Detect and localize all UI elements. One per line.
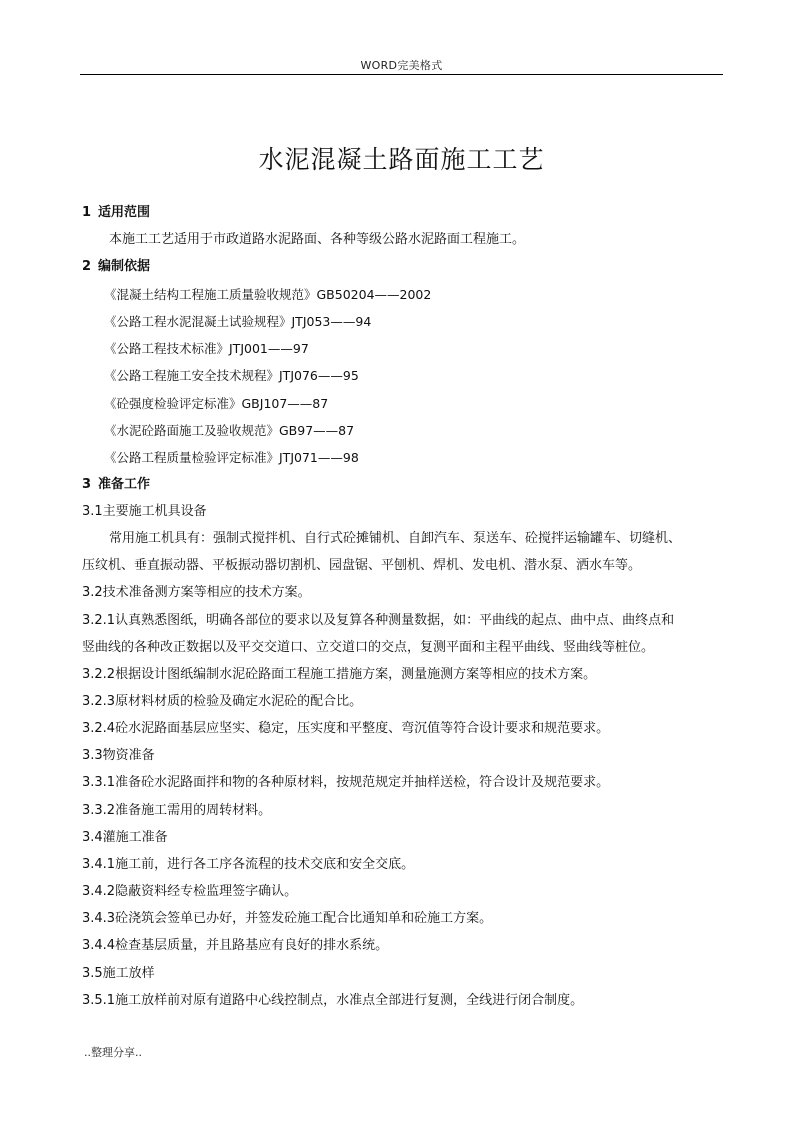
paragraph-line: 3.4.1施工前，进行各工序各流程的技术交底和安全交底。 [82, 857, 415, 872]
reference-item: 《公路工程水泥混凝土试验规程》JTJ053——94 [104, 314, 372, 329]
subsection-heading: 3.5施工放样 [82, 966, 155, 981]
section-number: 2 [82, 259, 92, 274]
section-number: 1 [82, 205, 92, 220]
subsection-heading: 3.4灌施工准备 [82, 830, 168, 845]
header-divider [80, 74, 723, 75]
section-title: 编制依据 [98, 259, 151, 274]
reference-item: 《公路工程施工安全技术规程》JTJ076——95 [104, 368, 359, 383]
section-2-heading [82, 259, 150, 275]
section-1-heading [82, 205, 150, 221]
paragraph-line: 3.2.1认真熟悉图纸，明确各部位的要求以及复算各种测量数据，如：平曲线的起点、曲中点、曲终点和 [82, 613, 675, 628]
paragraph-line: 3.3.1准备砼水泥路面拌和物的各种原材料，按规范规定并抽样送检，符合设计及规范要求。 [82, 775, 610, 790]
paragraph-line: 常用施工机具有：强制式搅拌机、自行式砼摊铺机、自卸汽车、泵送车、砼搅拌运输罐车、切缝机、 [109, 531, 682, 546]
page-footer: ..整理分享.. [84, 1046, 142, 1059]
reference-item: 《水泥砼路面施工及验收规范》GB97——87 [104, 423, 355, 438]
paragraph-line: 3.4.2隐蔽资料经专检监理签字确认。 [82, 884, 298, 899]
subsection-heading: 3.3物资准备 [82, 748, 155, 763]
reference-item: 《混凝土结构工程施工质量验收规范》GB50204——2002 [104, 287, 432, 302]
paragraph-line: 3.2.2根据设计图纸编制水泥砼路面工程施工措施方案，测量施测方案等相应的技术方案。 [82, 667, 597, 682]
subsection-heading: 3.1主要施工机具设备 [82, 504, 207, 519]
paragraph-line: 竖曲线的各种改正数据以及平交交道口、立交道口的交点，复测平面和主程平曲线、竖曲线等桩位。 [82, 640, 655, 655]
section-number: 3 [82, 477, 92, 492]
reference-item: 《公路工程质量检验评定标准》JTJ071——98 [104, 450, 359, 465]
paragraph-line: 压纹机、垂直振动器、平板振动器切割机、园盘锯、平刨机、焊机、发电机、潜水泵、洒水车等。 [82, 558, 642, 573]
subsection-heading: 3.2技术准备测方案等相应的技术方案。 [82, 585, 311, 600]
paragraph-line: 3.4.4检查基层质量，并且路基应有良好的排水系统。 [82, 938, 389, 953]
paragraph-line: 3.2.3原材料材质的检验及确定水泥砼的配合比。 [82, 694, 363, 709]
paragraph-line: 3.5.1施工放样前对原有道路中心线控制点，水准点全部进行复测，全线进行闭合制度。 [82, 993, 584, 1008]
section-1-body: 本施工工艺适用于市政道路水泥路面、各种等级公路水泥路面工程施工。 [109, 232, 526, 247]
paragraph-line: 3.2.4砼水泥路面基层应坚实、稳定，压实度和平整度、弯沉值等符合设计要求和规范要求。 [82, 721, 610, 736]
page-header: WORD完美格式 [360, 59, 443, 72]
paragraph-line: 3.4.3砼浇筑会签单已办好，并签发砼施工配合比通知单和砼施工方案。 [82, 911, 493, 926]
section-3-heading [82, 477, 150, 493]
reference-item: 《砼强度检验评定标准》GBJ107——87 [104, 396, 329, 411]
section-title: 准备工作 [98, 477, 151, 492]
section-title: 适用范围 [98, 205, 151, 220]
reference-item: 《公路工程技术标准》JTJ001——97 [104, 341, 309, 356]
paragraph-line: 3.3.2准备施工需用的周转材料。 [82, 803, 272, 818]
document-title: 水泥混凝土路面施工工艺 [258, 145, 545, 174]
